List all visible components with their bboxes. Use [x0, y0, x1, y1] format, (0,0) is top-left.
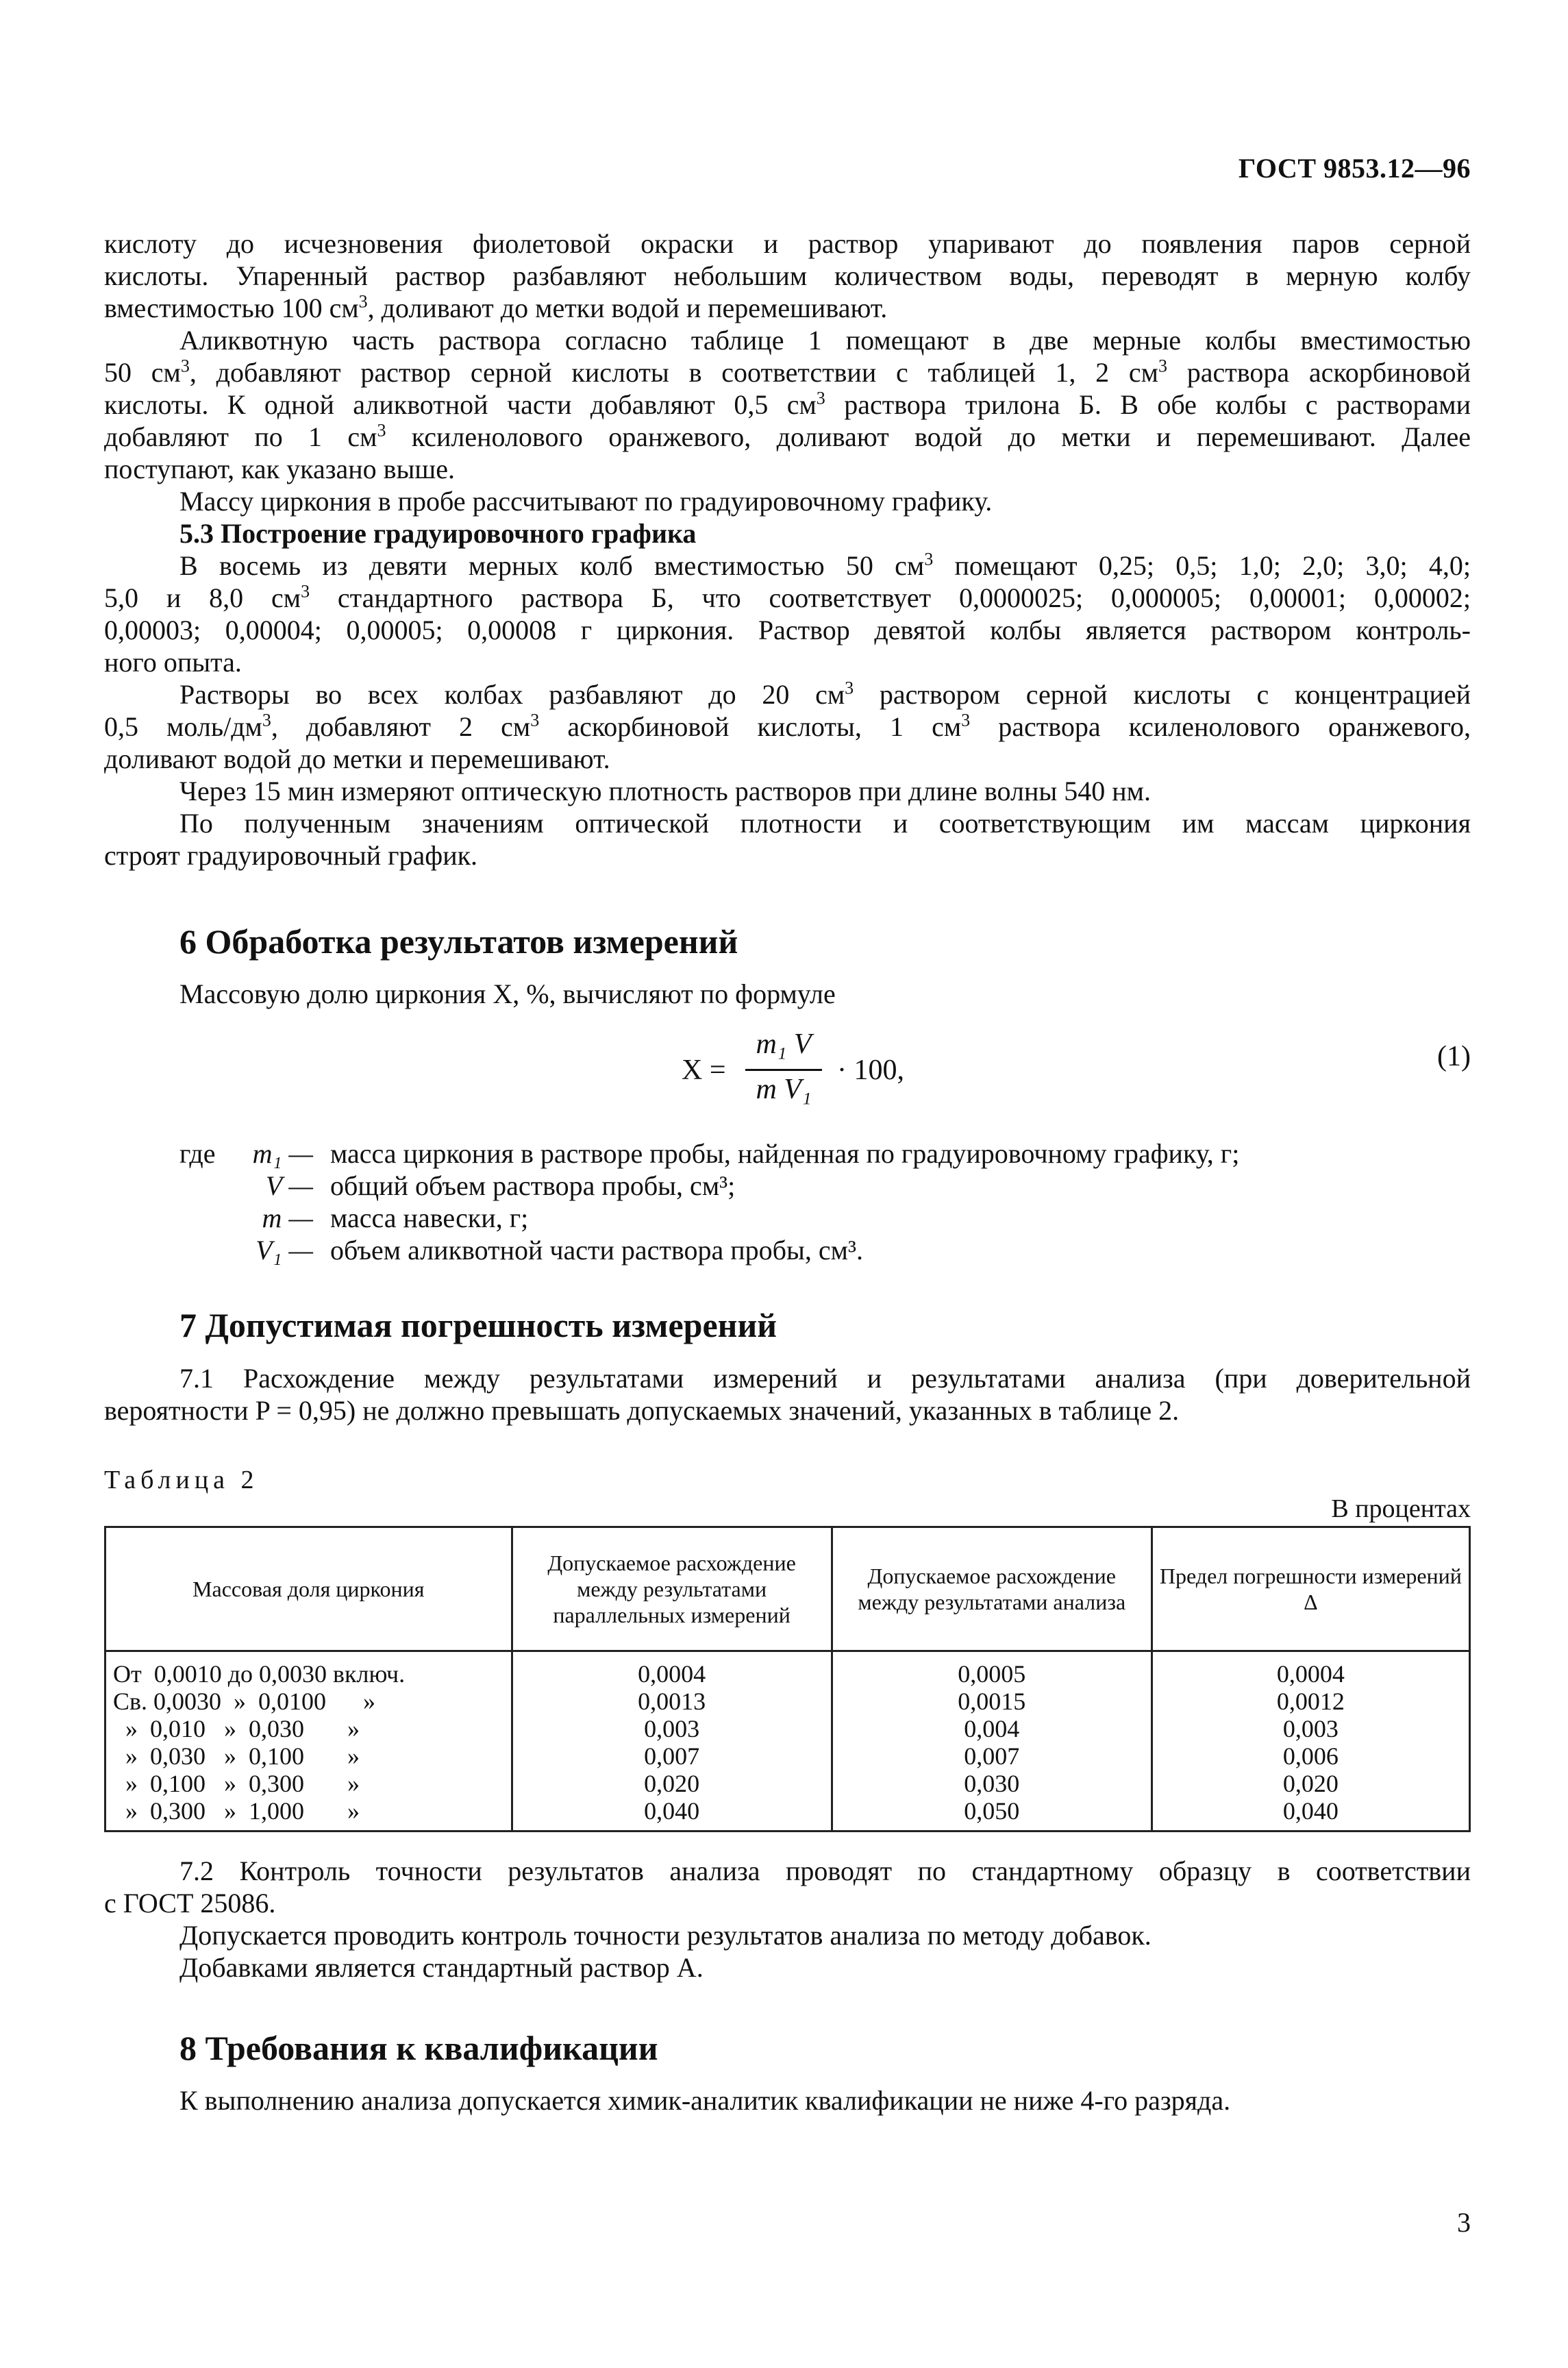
section-6-title: 6 Обработка результатов измерений	[179, 922, 738, 961]
table-cell: 0,030	[832, 1770, 1152, 1797]
table-cell: 0,004	[832, 1715, 1152, 1742]
legend-row	[104, 1234, 1471, 1266]
table-cell: 0,020	[512, 1770, 832, 1797]
legend-text: общий объем раствора пробы, см³;	[330, 1170, 736, 1201]
table-cell: 0,007	[832, 1742, 1152, 1770]
text-line: Массовую долю циркония X, %, вычисляют по формуле	[179, 978, 836, 1009]
text-line: Через 15 мин измеряют оптическую плотность растворов при длине волны 540 нм.	[179, 776, 1151, 806]
table-cell: » 0,100 » 0,300 »	[105, 1770, 512, 1797]
table-cell: 0,0005	[832, 1651, 1152, 1688]
formula-lhs: X =	[682, 1054, 726, 1086]
section-5-3-title: 5.3 Построение градуировочного графика	[179, 518, 697, 549]
table-row	[105, 1688, 1470, 1715]
table-cell: 0,003	[512, 1715, 832, 1742]
table-cell: 0,050	[832, 1797, 1152, 1832]
formula-legend	[104, 1137, 1471, 1266]
table-cell: 0,0004	[1152, 1651, 1469, 1688]
section-8-text	[104, 2084, 1471, 2117]
table-cell: 0,0013	[512, 1688, 832, 1715]
section-8-title: 8 Требования к квалификации	[179, 2029, 658, 2067]
table-header-cell: Предел погрешности измерений Δ	[1152, 1527, 1469, 1651]
text-line: Допускается проводить контроль точности результатов анализа по методу добавок.	[179, 1920, 1152, 1951]
table-header-cell: Допускаемое расхождение между результатами параллельных измерений	[512, 1527, 832, 1651]
table-header-row	[105, 1527, 1470, 1651]
table-header-cell: Массовая доля циркония	[105, 1527, 512, 1651]
text-line: 7.1 Расхождение между результатами измерений и результатами анализа (при доверительной	[179, 1363, 1471, 1394]
text-line: 0,5 моль/$дм^3$, добавляют 2 $см^3$ аскорбиновой кислоты, 1 $см^3$ раствора ксиленолового оранжевого,	[104, 710, 1471, 742]
table-row	[105, 1715, 1470, 1742]
formula-factor: · 100,	[837, 1054, 904, 1086]
table-cell: Св. 0,0030 » 0,0100 »	[105, 1688, 512, 1715]
table-header-cell: Допускаемое расхождение между результатами анализа	[832, 1527, 1152, 1651]
legend-symbol: m —	[262, 1202, 313, 1233]
text-line: 7.2 Контроль точности результатов анализа проводят по стандартному образцу в соответствии	[179, 1855, 1471, 1886]
text-line: 5,0 и 8,0 $см^3$ стандартного раствора Б, что соответствует 0,0000025; 0,000005; 0,00001; 0,00002;	[104, 581, 1471, 613]
table-cell: » 0,010 » 0,030 »	[105, 1715, 512, 1742]
text-line: вероятности P = 0,95) не должно превышать допускаемых значений, указанных в таблице 2.	[104, 1395, 1180, 1426]
table-cell: » 0,030 » 0,100 »	[105, 1742, 512, 1770]
table-unit: В процентах	[1331, 1494, 1471, 1523]
table-cell: 0,007	[512, 1742, 832, 1770]
formula-numerator: m₁ V	[756, 1028, 812, 1060]
legend-symbol: V —	[265, 1170, 313, 1201]
text-line: кислоты. К одной аликвотной части добавляют 0,5 $см^3$ раствора трилона Б. В обе колбы с растворами	[104, 388, 1471, 420]
table-row	[105, 1797, 1470, 1832]
table-row	[105, 1651, 1470, 1688]
table-cell: 0,040	[512, 1797, 832, 1832]
section-6-intro	[104, 978, 1471, 1010]
text-line: В восемь из девяти мерных колб вместимостью 50 $см^3$ помещают 0,25; 0,5; 1,0; 2,0; 3,0; 4,0;	[179, 549, 1471, 581]
text-line: К выполнению анализа допускается химик-аналитик квалификации не ниже 4-го разряда.	[179, 2085, 1231, 2116]
aliquot-paragraph	[104, 324, 1471, 485]
where-word: где	[179, 1138, 216, 1169]
text-line: 50 $см^3$, добавляют раствор серной кислоты в соответствии с таблицей 1, 2 $см^3$ раствора аскорбиновой	[104, 356, 1471, 388]
legend-text: масса навески, г;	[330, 1202, 529, 1233]
text-line: добавляют по 1 $см^3$ ксиленолового оранжевого, доливают водой до метки и перемешивают. Далее	[104, 420, 1471, 452]
text-line: строят градуировочный график.	[104, 840, 478, 871]
formula-denominator: m V₁	[756, 1074, 812, 1105]
table-cell: 0,0004	[512, 1651, 832, 1688]
document-header: ГОСТ 9853.12—96	[1238, 153, 1471, 184]
intro-paragraph	[104, 227, 1471, 324]
text-line: поступают, как указано выше.	[104, 454, 455, 484]
table-row	[105, 1770, 1470, 1797]
text-line: Добавками является стандартный раствор А.	[179, 1952, 704, 1983]
section-7-2	[104, 1855, 1471, 1984]
text-line: вместимостью 100 $см^3$, доливают до метки водой и перемешивают.	[104, 291, 888, 323]
table-cell: 0,020	[1152, 1770, 1469, 1797]
document-page	[104, 0, 1471, 2368]
section-5-3	[104, 517, 1471, 872]
table-cell: » 0,300 » 1,000 »	[105, 1797, 512, 1832]
legend-symbol: m₁ —	[252, 1138, 313, 1169]
legend-text: объем аликвотной части раствора пробы, см³.	[330, 1235, 863, 1266]
text-line: с ГОСТ 25086.	[104, 1888, 276, 1919]
table-cell: 0,003	[1152, 1715, 1469, 1742]
table-cell: 0,040	[1152, 1797, 1469, 1832]
fraction-bar	[745, 1069, 822, 1071]
section-7-1	[104, 1362, 1471, 1427]
tolerance-table	[104, 1526, 1471, 1832]
legend-text: масса циркония в растворе пробы, найденная по градуировочному графику, г;	[330, 1138, 1240, 1169]
text-line: кислоты. Упаренный раствор разбавляют небольшим количеством воды, переводят в мерную колбу	[104, 260, 1471, 291]
text-line: доливают водой до метки и перемешивают.	[104, 743, 610, 774]
text-line: ного опыта.	[104, 647, 242, 678]
table-cell: 0,0012	[1152, 1688, 1469, 1715]
legend-row	[104, 1202, 1471, 1234]
text-line: 0,00003; 0,00004; 0,00005; 0,00008 г циркония. Раствор девятой колбы является раствором контроль-	[104, 615, 1471, 645]
table-cell: 0,0015	[832, 1688, 1152, 1715]
table-row	[105, 1742, 1470, 1770]
formula-number: (1)	[1437, 1041, 1471, 1072]
legend-symbol: V₁ —	[256, 1235, 313, 1266]
page-number: 3	[1457, 2207, 1471, 2238]
table-cell: 0,006	[1152, 1742, 1469, 1770]
table-cell: От 0,0010 до 0,0030 включ.	[105, 1651, 512, 1688]
mass-calc-paragraph	[104, 485, 1471, 517]
text-line: Растворы во всех колбах разбавляют до 20 $см^3$ раствором серной кислоты с концентрацией	[179, 678, 1471, 710]
text-line: Аликвотную часть раствора согласно таблице 1 помещают в две мерные колбы вместимостью	[179, 325, 1471, 356]
formula-1	[104, 1028, 1471, 1117]
legend-row	[104, 1170, 1471, 1202]
legend-row	[104, 1137, 1471, 1170]
text-line: кислоту до исчезновения фиолетовой окраски и раствор упаривают до появления паров серной	[104, 228, 1471, 259]
section-7-title: 7 Допустимая погрешность измерений	[179, 1306, 777, 1344]
table-caption: Таблица 2	[104, 1466, 259, 1494]
text-line: По полученным значениям оптической плотности и соответствующим им массам циркония	[179, 808, 1471, 839]
text-line: Массу циркония в пробе рассчитывают по градуировочному графику.	[179, 486, 993, 517]
